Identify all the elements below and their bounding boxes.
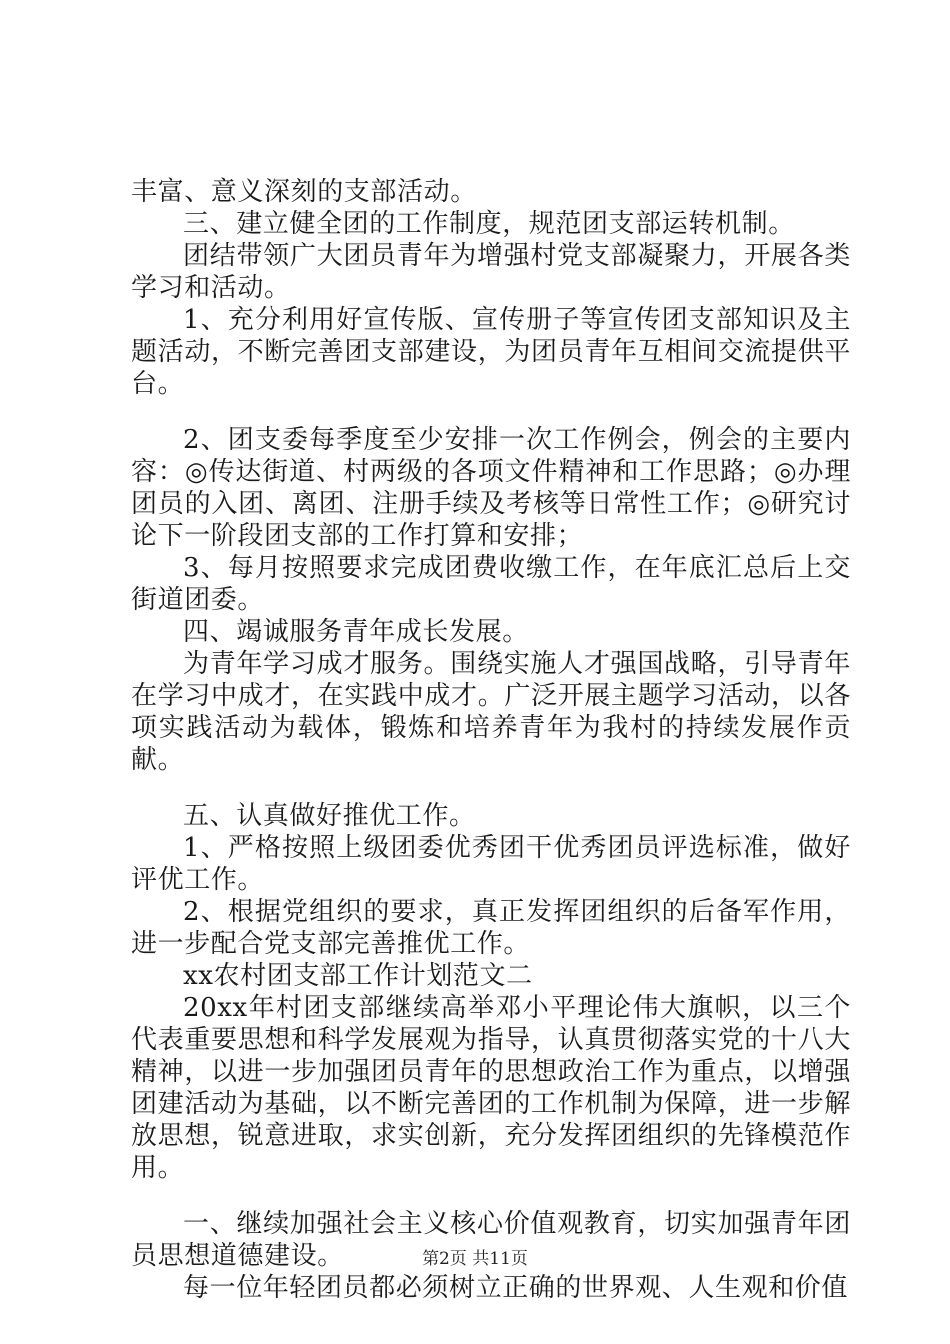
paragraph-gap xyxy=(131,400,851,424)
paragraph: 每一位年轻团员都必须树立正确的世界观、人生观和价值 xyxy=(183,1273,849,1303)
section-heading: 一、继续加强社会主义核心价值观教育，切实加强青年团员思想道德建设。 xyxy=(131,1209,851,1271)
page-footer: 第2页 共11页 xyxy=(422,1249,528,1269)
section-heading: 四、竭诚服务青年成长发展。 xyxy=(183,617,529,647)
paragraph: 20xx年村团支部继续高举邓小平理论伟大旗帜，以三个代表重要思想和科学发展观为指导，认真贯彻落实党的十八大精神，以进一步加强团员青年的思想政治工作为重点，以增强团建活动为基础，以不断完善团的工作机制为保障，进一步解放思想，锐意进取，求实创新，充分发挥团组织的先锋模范作用。 xyxy=(131,993,851,1183)
paragraph: 丰富、意义深刻的支部活动。 xyxy=(131,177,477,207)
paragraph: 1、充分利用好宣传版、宣传册子等宣传团支部知识及主题活动，不断完善团支部建设，为团员青年互相间交流提供平台。 xyxy=(131,305,851,399)
paragraph: 1、严格按照上级团委优秀团干优秀团员评选标准，做好评优工作。 xyxy=(131,833,851,895)
paragraph: 2、根据党组织的要求，真正发挥团组织的后备军作用，进一步配合党支部完善推优工作。 xyxy=(131,897,851,959)
paragraph: 团结带领广大团员青年为增强村党支部凝聚力，开展各类学习和活动。 xyxy=(131,241,851,303)
section-heading: 五、认真做好推优工作。 xyxy=(183,801,476,831)
document-subtitle: xx农村团支部工作计划范文二 xyxy=(183,961,533,991)
paragraph: 2、团支委每季度至少安排一次工作例会，例会的主要内容：◎传达街道、村两级的各项文件精神和工作思路；◎办理团员的入团、离团、注册手续及考核等日常性工作；◎研究讨论下一阶段团支部的工作打算和安排； xyxy=(131,425,851,551)
paragraph-gap xyxy=(131,776,851,800)
paragraph: 3、每月按照要求完成团费收缴工作，在年底汇总后上交街道团委。 xyxy=(131,553,851,615)
paragraph-gap xyxy=(131,1184,851,1208)
section-heading: 三、建立健全团的工作制度，规范团支部运转机制。 xyxy=(183,209,795,239)
paragraph: 为青年学习成才服务。围绕实施人才强国战略，引导青年在学习中成才，在实践中成才。广泛开展主题学习活动，以各项实践活动为载体，锻炼和培养青年为我村的持续发展作贡献。 xyxy=(131,649,851,775)
document-body xyxy=(131,176,851,1304)
